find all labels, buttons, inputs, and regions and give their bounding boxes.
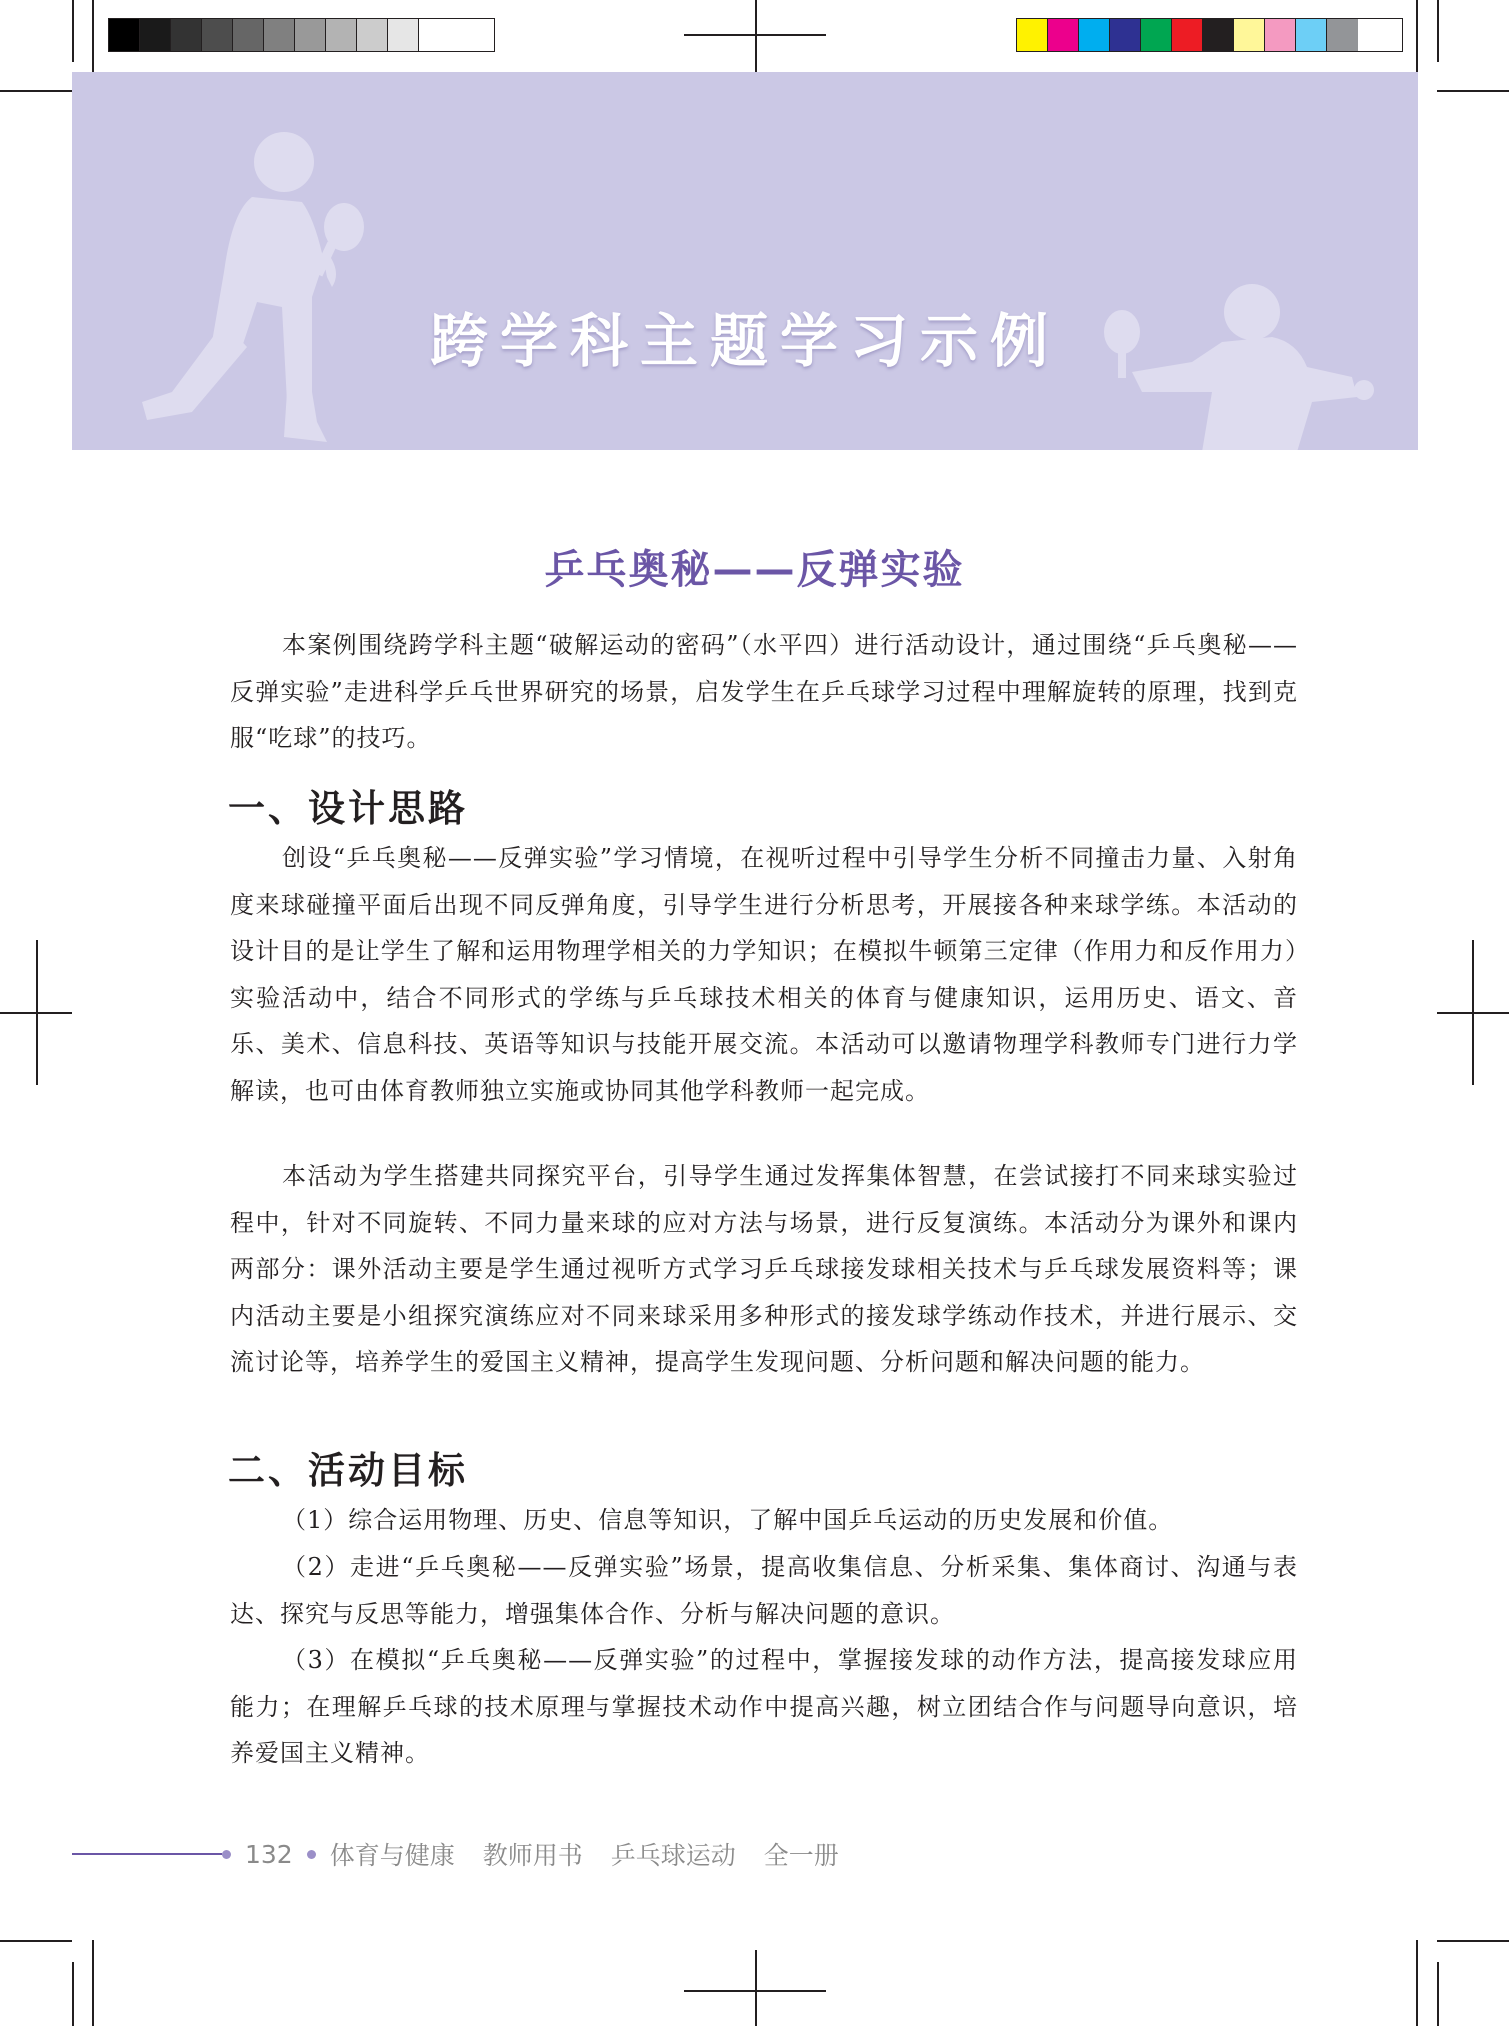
goal-item: （1）综合运用物理、历史、信息等知识，了解中国乒乓运动的历史发展和价值。 — [282, 1506, 1174, 1534]
crop-mark — [1416, 0, 1418, 72]
color-swatch — [233, 19, 264, 51]
color-swatch — [171, 19, 202, 51]
crop-mark — [684, 34, 826, 36]
table-tennis-player-silhouette-left — [112, 102, 372, 450]
grayscale-calibration-bar — [108, 18, 495, 52]
crop-mark — [72, 1962, 74, 2026]
crop-mark — [0, 1012, 72, 1014]
color-swatch — [1048, 19, 1079, 51]
section-heading-design: 一、设计思路 — [228, 786, 468, 830]
color-swatch — [1017, 19, 1048, 51]
color-swatch — [202, 19, 233, 51]
color-swatch — [140, 19, 171, 51]
color-swatch — [109, 19, 140, 51]
crop-mark — [1437, 0, 1439, 62]
section-heading-goals: 二、活动目标 — [228, 1448, 468, 1492]
color-swatch — [326, 19, 357, 51]
crop-mark — [684, 1990, 826, 1992]
page-footer — [222, 1836, 839, 1872]
goal-item: （2）走进“乒乓奥秘——反弹实验”场景，提高收集信息、分析采集、集体商讨、沟通与表达、探究与反思等能力，增强集体合作、分析与解决问题的意识。 — [230, 1553, 1298, 1628]
crop-mark — [1437, 1012, 1509, 1014]
book-title: 体育与健康 — [329, 1841, 455, 1870]
crop-mark — [0, 1940, 72, 1942]
color-swatch — [1265, 19, 1296, 51]
book-volume: 全一册 — [763, 1841, 839, 1870]
color-swatch — [1110, 19, 1141, 51]
goal-item: （3）在模拟“乒乓奥秘——反弹实验”的过程中，掌握接发球的动作方法，提高接发球应用能力；在理解乒乓球的技术原理与掌握技术动作中提高兴趣，树立团结合作与问题导向意识，培养爱国主义精神。 — [230, 1646, 1298, 1767]
intro-paragraph: 本案例围绕跨学科主题“破解运动的密码”（水平四）进行活动设计，通过围绕“乒乓奥秘——反弹实验”走进科学乒乓世界研究的场景，启发学生在乒乓球学习过程中理解旋转的原理，找到克服“吃球”的技巧。 — [230, 631, 1298, 752]
color-calibration-bar — [1016, 18, 1403, 52]
color-swatch — [357, 19, 388, 51]
header-banner — [72, 72, 1418, 450]
color-swatch — [1203, 19, 1234, 51]
design-paragraph-2: 本活动为学生搭建共同探究平台，引导学生通过发挥集体智慧，在尝试接打不同来球实验过程中，针对不同旋转、不同力量来球的应对方法与场景，进行反复演练。本活动分为课外和课内两部分：课外活动主要是学生通过视听方式学习乒乓球接发球相关技术与乒乓球发展资料等；课内活动主要是小组探究演练应对不同来球采用多种形式的接发球学练动作技术，并进行展示、交流讨论等，培养学生的爱国主义精神，提高学生发现问题、分析问题和解决问题的能力。 — [230, 1162, 1298, 1376]
crop-mark — [72, 0, 74, 62]
color-swatch — [295, 19, 326, 51]
book-subject: 乒乓球运动 — [610, 1841, 736, 1870]
color-swatch — [1327, 19, 1358, 51]
crop-mark — [1437, 1962, 1439, 2026]
color-swatch — [419, 19, 450, 51]
color-swatch — [1172, 19, 1203, 51]
color-swatch — [1079, 19, 1110, 51]
crop-mark — [755, 1950, 757, 2026]
crop-mark — [1437, 1940, 1509, 1942]
bullet-dot — [307, 1850, 316, 1859]
crop-mark — [0, 90, 72, 92]
design-paragraph-1: 创设“乒乓奥秘——反弹实验”学习情境，在视听过程中引导学生分析不同撞击力量、入射角度来球碰撞平面后出现不同反弹角度，引导学生进行分析思考，开展接各种来球学练。本活动的设计目的是让学生了解和运用物理学相关的力学知识；在模拟牛顿第三定律（作用力和反作用力）实验活动中，结合不同形式的学练与乒乓球技术相关的体育与健康知识，运用历史、语文、音乐、美术、信息科技、英语等知识与技能开展交流。本活动可以邀请物理学科教师专门进行力学解读，也可由体育教师独立实施或协同其他学科教师一起完成。 — [230, 844, 1298, 1105]
color-swatch — [264, 19, 295, 51]
crop-mark — [1416, 1940, 1418, 2026]
color-swatch — [1234, 19, 1265, 51]
article-title: 乒乓奥秘——反弹实验 — [544, 547, 965, 593]
banner-title: 跨学科主题学习示例 — [429, 307, 1060, 375]
color-swatch — [1141, 19, 1172, 51]
page-number: 132 — [245, 1839, 293, 1869]
crop-mark — [92, 1940, 94, 2026]
crop-mark — [755, 0, 757, 72]
book-type: 教师用书 — [482, 1841, 583, 1870]
footer-rule — [72, 1853, 222, 1855]
bullet-dot — [222, 1850, 231, 1859]
color-swatch — [388, 19, 419, 51]
crop-mark — [1437, 90, 1509, 92]
color-swatch — [1296, 19, 1327, 51]
crop-mark — [92, 0, 94, 72]
